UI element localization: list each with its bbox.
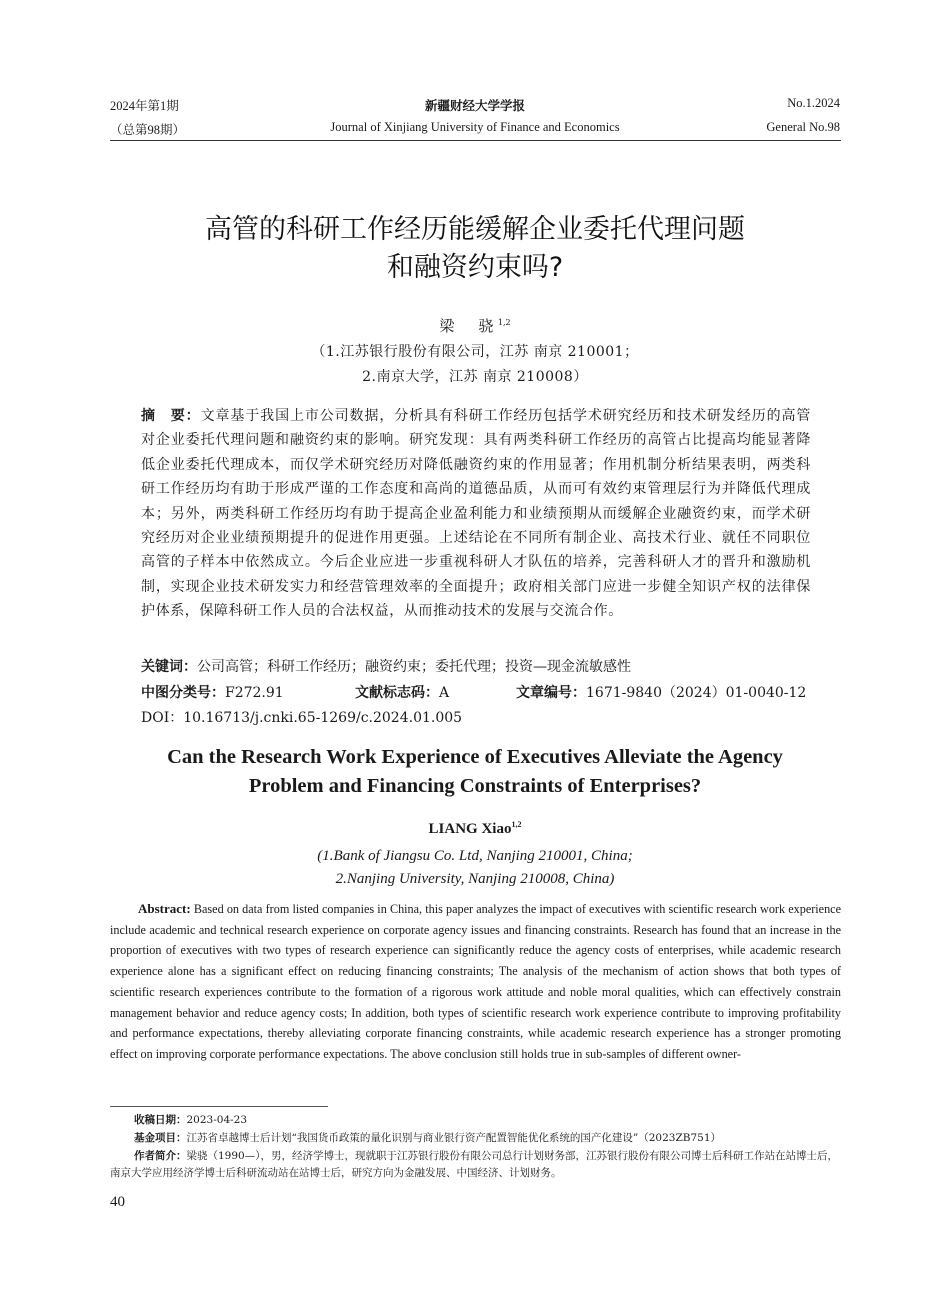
author-en-sup: 1,2 — [511, 820, 522, 829]
abstract-en — [110, 899, 841, 1065]
title-en-line1: Can the Research Work Experience of Executives Alleviate the Agency — [167, 746, 783, 768]
abstract-cn-label: 摘 要： — [141, 408, 201, 424]
header-total-en: General No.98 — [766, 120, 840, 134]
footnote-rule — [110, 1106, 328, 1107]
author-bio-value: 梁骁（1990—），男，经济学博士，现就职于江苏银行股份有限公司总行计划财务部，江苏银行股份有限公司博士后科研工作站在站博士后，南京大学应用经济学博士后科研流动站在站博士后，研究方向为金融发展、中国经济、计划财务。 — [110, 1150, 838, 1179]
doc-value: A — [439, 685, 450, 701]
article-label: 文章编号： — [516, 685, 586, 701]
author-bio-label: 作者简介： — [134, 1150, 187, 1162]
header-issue-cn: 2024年第1期 — [110, 99, 179, 113]
doc-label: 文献标志码： — [355, 685, 439, 701]
footnote-fund — [110, 1130, 841, 1147]
abstract-en-text: Based on data from listed companies in China, this paper analyzes the impact of executives with scientific research work experience include academic and technical research experience on corporate agency issues and financing constraints. Research has found that an increase in the proportion of executives with two types of research experience can significantly reduce the agency costs of enterprises, while academic research experience alone has a significant effect on reducing financing constraints; The analysis of the mechanism of action shows that both types of scientific research experiences contribute to the formation of a rigorous work attitude and noble moral qualities, which can effectively constrain management behavior and reduce agency costs; In addition, both types of scientific research work experience contribute to improving profitability and performance expectations, thereby alleviating corporate financing constraints, while academic research experience has a stronger promoting effect on improving corporate performance expectations. The above conclusion still holds true in sub-samples of different owner- — [110, 902, 841, 1061]
header-total-cn: （总第98期） — [110, 123, 186, 137]
footnote-author — [110, 1148, 841, 1182]
title-en-line2: Problem and Financing Constraints of Enterprises? — [248, 775, 702, 797]
keywords-label: 关键词： — [141, 659, 197, 675]
received-value: 2023-04-23 — [186, 1114, 248, 1126]
keywords — [141, 656, 811, 678]
footnote-received — [110, 1112, 841, 1129]
clc-code — [141, 682, 284, 704]
header-rule — [110, 140, 841, 141]
article-value: 1671-9840（2024）01-0040-12 — [586, 685, 807, 701]
header-issue-en: No.1.2024 — [787, 96, 840, 110]
keywords-text: 公司高管；科研工作经历；融资约束；委托代理；投资—现金流敏感性 — [197, 659, 631, 675]
affiliation-en-line2: 2.Nanjing University, Nanjing 210008, China) — [335, 871, 615, 887]
affiliation-cn-line2: 2.南京大学，江苏 南京 210008） — [362, 369, 588, 385]
abstract-cn — [141, 404, 811, 624]
author-cn-name: 梁 骁 — [439, 317, 498, 335]
abstract-cn-text: 文章基于我国上市公司数据，分析具有科研工作经历包括学术研究经历和技术研发经历的高管对企业委托代理问题和融资约束的影响。研究发现：具有两类科研工作经历的高管占比提高均能显著降低企业委托代理成本，而仅学术研究经历对降低融资约束的作用显著；作用机制分析结果表明，两类科研工作经历均有助于形成严谨的工作态度和高尚的道德品质，从而可有效约束管理层行为并降低代理成本；另外，两类科研工作经历均有助于提高企业盈利能力和业绩预期从而缓解企业融资约束，而学术研究经历对企业业绩预期提升的促进作用更强。上述结论在不同所有制企业、高技术行业、就任不同职位高管的子样本中依然成立。今后企业应进一步重视科研人才队伍的培养，完善科研人才的晋升和激励机制，实现企业技术研发实力和经营管理效率的全面提升；政府相关部门应进一步健全知识产权的法律保护体系，保障科研工作人员的合法权益，从而推动技术的发展与交流合作。 — [141, 408, 811, 620]
fund-value: 江苏省卓越博士后计划“我国货币政策的量化识别与商业银行资产配置智能优化系统的国产化建设”（2023ZB751） — [186, 1132, 722, 1144]
header-journal-en: Journal of Xinjiang University of Finance and Economics — [330, 120, 620, 134]
received-label: 收稿日期： — [134, 1114, 187, 1126]
fund-label: 基金项目： — [134, 1132, 187, 1144]
affiliation-cn-line1: （1.江苏银行股份有限公司，江苏 南京 210001； — [311, 344, 639, 360]
title-cn-line2: 和融资约束吗? — [386, 252, 564, 283]
title-cn-line1: 高管的科研工作经历能缓解企业委托代理问题 — [205, 214, 745, 245]
doi: DOI：10.16713/j.cnki.65-1269/c.2024.01.005 — [141, 710, 463, 726]
author-cn-sup: 1,2 — [497, 318, 511, 327]
author-en-name: LIANG Xiao — [428, 821, 512, 837]
clc-value: F272.91 — [225, 685, 284, 701]
page-number: 40 — [110, 1194, 125, 1210]
header-journal-cn: 新疆财经大学学报 — [424, 98, 525, 113]
clc-label: 中图分类号： — [141, 685, 225, 701]
abstract-en-label: Abstract: — [138, 901, 191, 916]
article-code — [516, 682, 806, 704]
author-cn — [0, 315, 950, 336]
affiliation-en-line1: (1.Bank of Jiangsu Co. Ltd, Nanjing 210001, China; — [317, 848, 633, 864]
author-en — [0, 820, 950, 838]
doc-code — [355, 682, 449, 704]
